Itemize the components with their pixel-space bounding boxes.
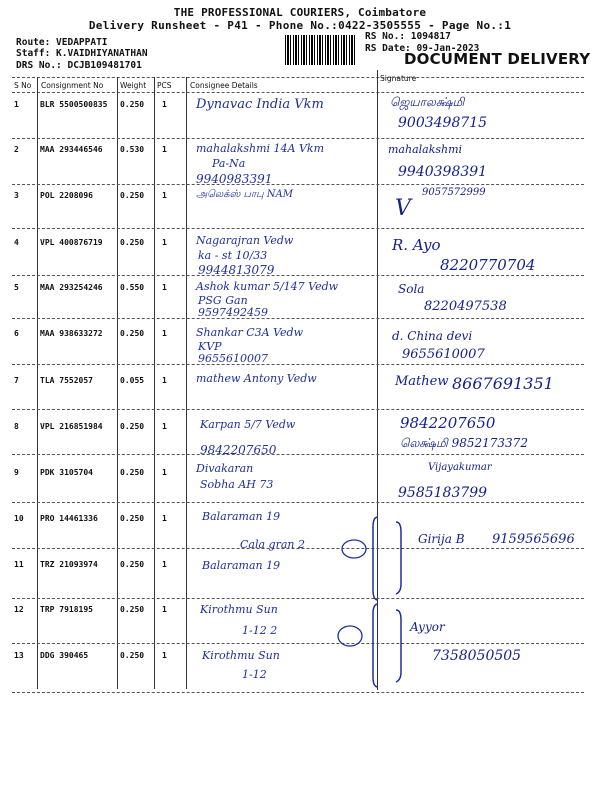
row-13-consignee-line2: 1-12: [242, 668, 267, 681]
row-6-consignee-line2: KVP: [198, 340, 222, 353]
row-divider: [12, 228, 584, 229]
row-8-signature: 9842207650: [400, 414, 496, 432]
row-9-sno: 9: [14, 468, 19, 477]
row-5-sno: 5: [14, 283, 19, 292]
row-10-consignee: Balaraman 19: [202, 510, 281, 523]
row-divider: [12, 409, 584, 410]
sheet-subtitle: Delivery Runsheet - P41 - Phone No.:0422-3505555 - Page No.:1: [88, 19, 512, 32]
route-label: Route: VEDAPPATI: [16, 37, 108, 48]
row-1-weight: 0.250: [120, 100, 145, 109]
row-5-signature: Sola: [398, 282, 425, 296]
row-13-sno: 13: [14, 651, 24, 660]
row-4-weight: 0.250: [120, 238, 145, 247]
staff-label: Staff: K.VAIDHIYANATHAN: [16, 48, 148, 59]
row-7-signature: Mathew: [395, 374, 449, 389]
row-3-weight: 0.250: [120, 191, 145, 200]
circle-mark: [336, 624, 364, 648]
row-3-pcs: 1: [162, 191, 167, 200]
row-3-signature: V: [395, 196, 411, 221]
row-2-consignee-phone: 9940983391: [196, 172, 273, 186]
row-4-consignee-phone: 9944813079: [198, 263, 275, 277]
row-12-pcs: 1: [162, 605, 167, 614]
col-details: Consignee Details: [190, 81, 258, 90]
row-6-consignee: Shankar C3A Vedw: [196, 326, 303, 339]
row-2-sno: 2: [14, 145, 19, 154]
row-6-consignee-phone: 9655610007: [198, 352, 268, 365]
row-8-weight: 0.250: [120, 422, 145, 431]
row-8-sno: 8: [14, 422, 19, 431]
row-2-consignee-line2: Pa-Na: [212, 157, 246, 170]
row-2-phone: 9940398391: [398, 164, 488, 180]
row-11-sno: 11: [14, 560, 24, 569]
row-10-consignment: PRO 14461336: [40, 514, 98, 523]
header-top-line: [12, 77, 584, 78]
row-4-consignee-line2: ka - st 10/33: [198, 249, 268, 262]
row-3-phone: 9057572999: [422, 187, 486, 198]
row-divider: [12, 275, 584, 276]
row-9-pcs: 1: [162, 468, 167, 477]
row-5-consignee-line2: PSG Gan: [198, 294, 248, 307]
row-7-weight: 0.055: [120, 376, 145, 385]
row-6-consignment: MAA 938633272: [40, 329, 103, 338]
drs-number: DRS No.: DCJB109481701: [16, 60, 142, 71]
row-6-pcs: 1: [162, 329, 167, 338]
row-11-pcs: 1: [162, 560, 167, 569]
col-sno: S No: [14, 81, 32, 90]
row-divider: [12, 692, 584, 693]
row-5-consignee: Ashok kumar 5/147 Vedw: [196, 280, 339, 293]
row-divider: [12, 598, 584, 599]
row-1-phone: 9003498715: [398, 115, 488, 131]
row-8-phone: லெக்ஷ்மி 9852173372: [400, 436, 528, 450]
row-9-consignment: PDK 3105704: [40, 468, 93, 477]
row-1-signature: ஜெயாலக்ஷ்மி: [390, 95, 465, 109]
document-type-heading: DOCUMENT DELIVERY: [404, 50, 591, 68]
row-8-pcs: 1: [162, 422, 167, 431]
row-5-consignment: MAA 293254246: [40, 283, 103, 292]
row-12-phone: 7358050505: [432, 648, 522, 664]
row-13-weight: 0.250: [120, 651, 145, 660]
row-10-weight: 0.250: [120, 514, 145, 523]
row-11-consignment: TRZ 21093974: [40, 560, 98, 569]
row-13-consignment: DDG 390465: [40, 651, 89, 660]
row-12-sno: 12: [14, 605, 24, 614]
row-10-signature: Girija B: [418, 532, 465, 546]
barcode: [285, 35, 355, 65]
row-1-sno: 1: [14, 100, 19, 109]
row-11-consignee: Balaraman 19: [202, 559, 281, 572]
col-consignment: Consignment No: [41, 81, 104, 90]
row-7-consignee: mathew Antony Vedw: [196, 372, 317, 385]
row-1-consignment: BLR 5500500835: [40, 100, 108, 109]
rs-date: RS Date: 09-Jan-2023: [365, 43, 480, 54]
row-divider: [12, 138, 584, 139]
row-divider: [12, 502, 584, 503]
grouping-brackets: [370, 512, 410, 692]
row-4-signature: R. Ayo: [392, 236, 441, 254]
row-2-consignee: mahalakshmi 14A Vkm: [196, 142, 325, 155]
row-7-phone: 8667691351: [452, 374, 554, 393]
header-bottom-line: [12, 92, 584, 93]
row-6-weight: 0.250: [120, 329, 145, 338]
row-2-weight: 0.530: [120, 145, 145, 154]
row-divider: [12, 454, 584, 455]
row-5-pcs: 1: [162, 283, 167, 292]
row-9-signature: Vijayakumar: [428, 462, 492, 473]
row-3-consignment: POL 2208096: [40, 191, 93, 200]
row-8-consignee-phone: 9842207650: [200, 443, 277, 457]
row-10-consignee-line2: Cala gran 2: [240, 538, 305, 551]
row-11-weight: 0.250: [120, 560, 145, 569]
row-1-pcs: 1: [162, 100, 167, 109]
col-signature: Signature: [380, 74, 417, 83]
row-13-pcs: 1: [162, 651, 167, 660]
row-6-signature: d. China devi: [392, 329, 473, 343]
row-9-consignee-line2: Sobha AH 73: [200, 478, 274, 491]
sheet-title: THE PROFESSIONAL COURIERS, Coimbatore: [173, 6, 427, 19]
rs-number: RS No.: 1094817: [365, 31, 451, 42]
row-divider: [12, 318, 584, 319]
row-5-weight: 0.550: [120, 283, 145, 292]
row-13-consignee: Kirothmu Sun: [202, 649, 280, 662]
row-12-consignee: Kirothmu Sun: [200, 603, 278, 616]
row-12-consignee-line2: 1-12 2: [242, 624, 278, 637]
row-8-consignee: Karpan 5/7 Vedw: [200, 418, 296, 431]
row-4-pcs: 1: [162, 238, 167, 247]
row-10-sno: 10: [14, 514, 24, 523]
row-4-consignment: VPL 400876719: [40, 238, 103, 247]
row-12-signature: Ayyor: [410, 620, 445, 634]
row-9-consignee: Divakaran: [196, 462, 254, 475]
row-10-pcs: 1: [162, 514, 167, 523]
row-4-sno: 4: [14, 238, 19, 247]
row-4-phone: 8220770704: [440, 256, 536, 274]
row-7-pcs: 1: [162, 376, 167, 385]
row-7-consignment: TLA 7552057: [40, 376, 93, 385]
row-divider: [12, 184, 584, 185]
row-5-phone: 8220497538: [424, 299, 507, 314]
row-9-phone: 9585183799: [398, 485, 488, 501]
row-5-consignee-phone: 9597492459: [198, 306, 268, 319]
row-divider: [12, 643, 584, 644]
row-12-weight: 0.250: [120, 605, 145, 614]
row-9-weight: 0.250: [120, 468, 145, 477]
row-2-signature: mahalakshmi: [388, 143, 463, 156]
row-2-consignment: MAA 293446546: [40, 145, 103, 154]
row-divider: [12, 364, 584, 365]
row-3-sno: 3: [14, 191, 19, 200]
row-12-consignment: TRP 7918195: [40, 605, 93, 614]
row-4-consignee: Nagarajran Vedw: [196, 234, 294, 247]
row-8-consignment: VPL 216851984: [40, 422, 103, 431]
row-6-phone: 9655610007: [402, 347, 485, 362]
row-1-consignee: Dynavac India Vkm: [196, 97, 324, 112]
col-weight: Weight: [120, 81, 147, 90]
row-7-sno: 7: [14, 376, 19, 385]
row-6-sno: 6: [14, 329, 19, 338]
row-3-consignee: அலெக்ஸ் பாபு NAM: [196, 189, 294, 200]
col-pcs: PCS: [157, 81, 172, 90]
row-10-phone: 9159565696: [492, 532, 575, 547]
row-2-pcs: 1: [162, 145, 167, 154]
circle-mark: [340, 538, 368, 560]
